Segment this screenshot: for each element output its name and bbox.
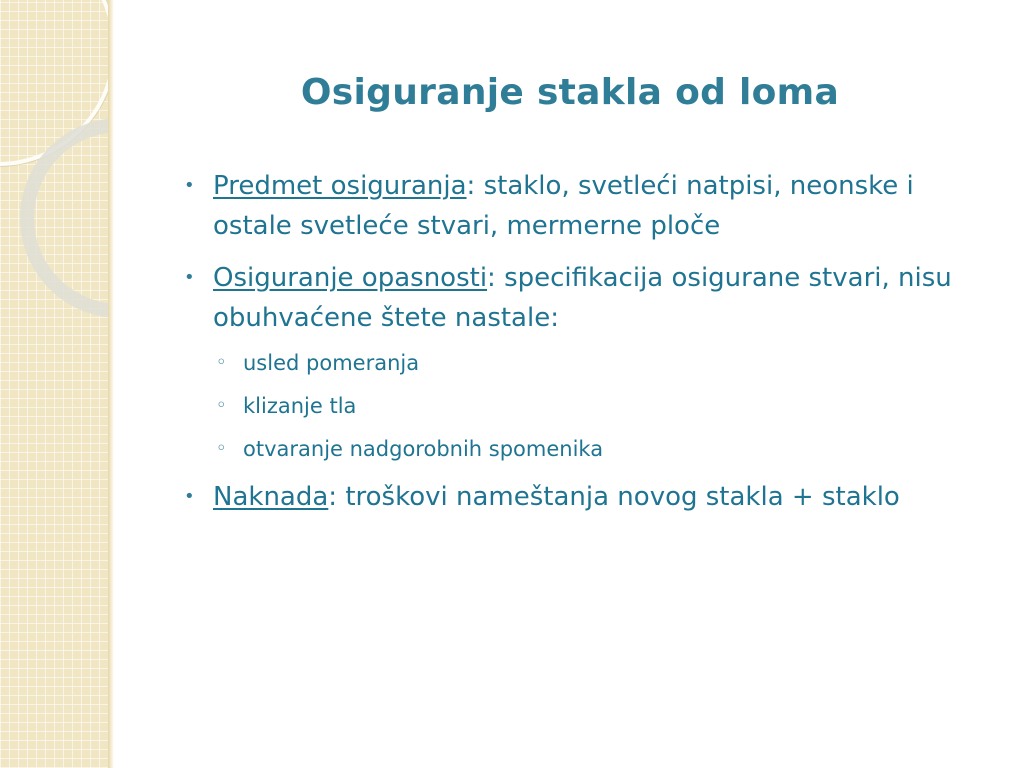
slide-title: Osiguranje stakla od loma bbox=[300, 72, 840, 113]
sub-bullet-icon: ◦ bbox=[216, 438, 227, 459]
bullet-term: Naknada bbox=[213, 482, 329, 512]
sub-bullet-text: klizanje tla bbox=[243, 394, 357, 418]
sidebar-edge bbox=[108, 0, 114, 768]
bullet-colon: : bbox=[466, 171, 476, 201]
sub-bullet-item bbox=[180, 434, 995, 464]
bullet-item-naknada bbox=[180, 477, 995, 517]
bullet-colon: : bbox=[328, 482, 338, 512]
sub-bullet-text: usled pomeranja bbox=[243, 351, 420, 375]
sub-bullet-item bbox=[180, 348, 995, 378]
sub-bullet-icon: ◦ bbox=[216, 395, 227, 416]
sub-bullet-icon: ◦ bbox=[216, 352, 227, 373]
decorative-sidebar bbox=[0, 0, 112, 768]
bullet-icon: • bbox=[184, 175, 195, 196]
bullet-item-opasnosti bbox=[180, 258, 995, 338]
bullet-text: troškovi nameštanja novog stakla + staklo bbox=[337, 482, 900, 512]
bullet-colon: : bbox=[487, 263, 496, 293]
bullet-term: Osiguranje opasnosti bbox=[213, 263, 488, 293]
bullet-text: staklo, svetleći natpisi, neonske i ostale svetleće stvari, mermerne ploče bbox=[213, 171, 914, 241]
sub-bullet-item bbox=[180, 391, 995, 421]
bullet-term: Predmet osiguranja bbox=[213, 171, 467, 201]
sub-list bbox=[180, 348, 995, 464]
bullet-item-predmet bbox=[180, 166, 995, 246]
bullet-icon: • bbox=[184, 486, 195, 507]
bullet-icon: • bbox=[184, 267, 195, 288]
slide-content bbox=[180, 166, 995, 529]
sub-bullet-text: otvaranje nadgorobnih spomenika bbox=[243, 437, 604, 461]
bullet-text: specifikacija osigurane stvari, nisu obuhvaćene štete nastale: bbox=[213, 263, 952, 333]
